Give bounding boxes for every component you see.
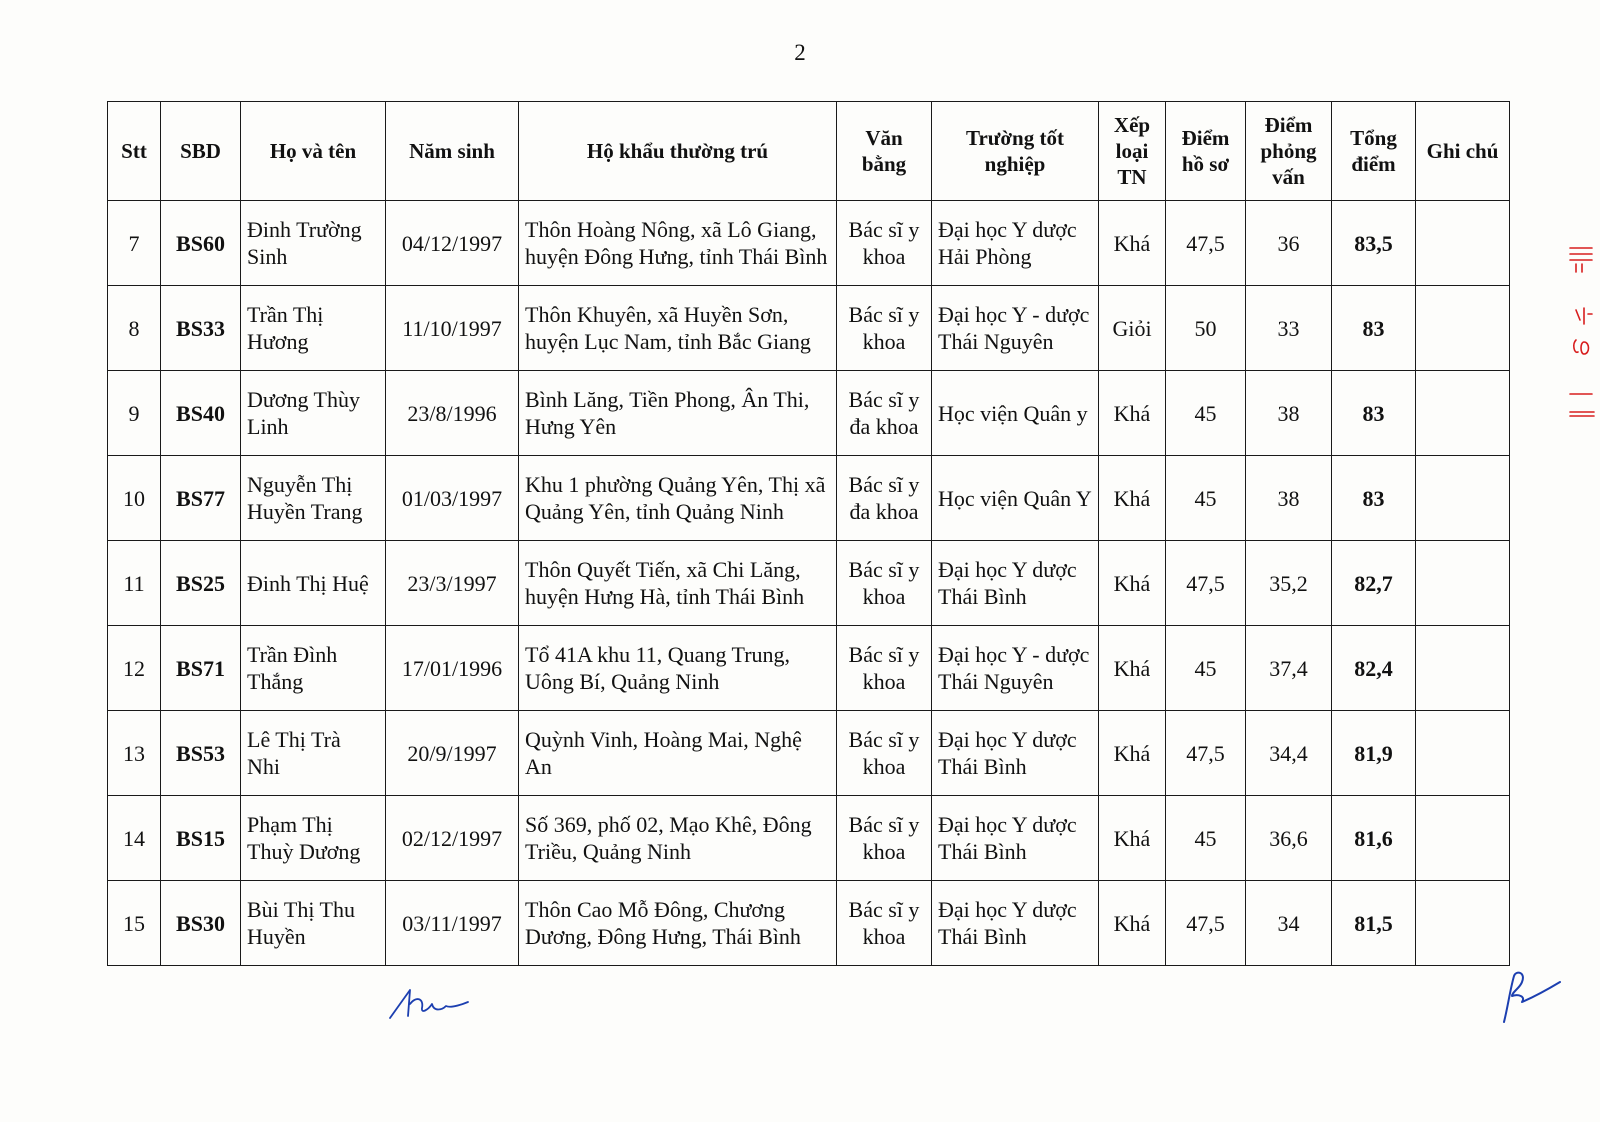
cell-birth: 02/12/1997 xyxy=(386,796,519,881)
header-rank: Xếp loại TN xyxy=(1099,102,1166,201)
header-interview-score: Điểm phỏng vấn xyxy=(1246,102,1332,201)
cell-birth: 23/8/1996 xyxy=(386,371,519,456)
cell-name: Lê Thị Trà Nhi xyxy=(241,711,386,796)
cell-name: Nguyễn Thị Huyền Trang xyxy=(241,456,386,541)
table-row xyxy=(108,881,1510,966)
cell-sbd: BS77 xyxy=(161,456,241,541)
table-row xyxy=(108,711,1510,796)
cell-note xyxy=(1416,541,1510,626)
cell-school: Đại học Y dược Thái Bình xyxy=(932,881,1099,966)
cell-degree: Bác sĩ y khoa xyxy=(837,881,932,966)
cell-birth: 23/3/1997 xyxy=(386,541,519,626)
header-total-score: Tổng điểm xyxy=(1332,102,1416,201)
cell-school: Đại học Y dược Hải Phòng xyxy=(932,201,1099,286)
cell-interview-score: 36 xyxy=(1246,201,1332,286)
cell-school: Đại học Y dược Thái Bình xyxy=(932,541,1099,626)
cell-note xyxy=(1416,286,1510,371)
cell-interview-score: 37,4 xyxy=(1246,626,1332,711)
cell-total-score: 83 xyxy=(1332,371,1416,456)
cell-total-score: 82,7 xyxy=(1332,541,1416,626)
cell-rank: Khá xyxy=(1099,626,1166,711)
cell-stt: 12 xyxy=(108,626,161,711)
table-row xyxy=(108,541,1510,626)
cell-name: Trần Thị Hương xyxy=(241,286,386,371)
cell-stt: 13 xyxy=(108,711,161,796)
cell-sbd: BS40 xyxy=(161,371,241,456)
cell-sbd: BS33 xyxy=(161,286,241,371)
cell-stt: 11 xyxy=(108,541,161,626)
header-degree: Văn bằng xyxy=(837,102,932,201)
table-row xyxy=(108,286,1510,371)
cell-address: Khu 1 phường Quảng Yên, Thị xã Quảng Yên, tỉnh Quảng Ninh xyxy=(519,456,837,541)
cell-total-score: 81,6 xyxy=(1332,796,1416,881)
cell-interview-score: 33 xyxy=(1246,286,1332,371)
cell-address: Số 369, phố 02, Mạo Khê, Đông Triều, Quảng Ninh xyxy=(519,796,837,881)
cell-rank: Giỏi xyxy=(1099,286,1166,371)
cell-total-score: 81,5 xyxy=(1332,881,1416,966)
cell-profile-score: 47,5 xyxy=(1166,711,1246,796)
cell-address: Thôn Hoàng Nông, xã Lô Giang, huyện Đông Hưng, tỉnh Thái Bình xyxy=(519,201,837,286)
cell-note xyxy=(1416,201,1510,286)
cell-degree: Bác sĩ y khoa xyxy=(837,286,932,371)
cell-note xyxy=(1416,711,1510,796)
cell-total-score: 82,4 xyxy=(1332,626,1416,711)
cell-degree: Bác sĩ y khoa xyxy=(837,711,932,796)
cell-interview-score: 35,2 xyxy=(1246,541,1332,626)
cell-total-score: 83 xyxy=(1332,456,1416,541)
cell-sbd: BS30 xyxy=(161,881,241,966)
cell-stt: 8 xyxy=(108,286,161,371)
cell-interview-score: 34 xyxy=(1246,881,1332,966)
cell-birth: 01/03/1997 xyxy=(386,456,519,541)
cell-stt: 10 xyxy=(108,456,161,541)
cell-school: Học viện Quân Y xyxy=(932,456,1099,541)
cell-degree: Bác sĩ y khoa xyxy=(837,796,932,881)
cell-rank: Khá xyxy=(1099,711,1166,796)
cell-note xyxy=(1416,456,1510,541)
cell-rank: Khá xyxy=(1099,796,1166,881)
cell-degree: Bác sĩ y khoa xyxy=(837,541,932,626)
cell-total-score: 81,9 xyxy=(1332,711,1416,796)
cell-stt: 15 xyxy=(108,881,161,966)
cell-sbd: BS15 xyxy=(161,796,241,881)
header-profile-score: Điểm hồ sơ xyxy=(1166,102,1246,201)
cell-interview-score: 36,6 xyxy=(1246,796,1332,881)
cell-sbd: BS60 xyxy=(161,201,241,286)
cell-name: Phạm Thị Thuỳ Dương xyxy=(241,796,386,881)
cell-name: Dương Thùy Linh xyxy=(241,371,386,456)
stamp-edge-marks xyxy=(1566,244,1596,434)
cell-note xyxy=(1416,881,1510,966)
header-birth-year: Năm sinh xyxy=(386,102,519,201)
cell-stt: 9 xyxy=(108,371,161,456)
header-row xyxy=(108,102,1510,201)
header-sbd: SBD xyxy=(161,102,241,201)
cell-interview-score: 38 xyxy=(1246,371,1332,456)
table-row xyxy=(108,201,1510,286)
cell-sbd: BS25 xyxy=(161,541,241,626)
cell-birth: 17/01/1996 xyxy=(386,626,519,711)
cell-address: Tổ 41A khu 11, Quang Trung, Uông Bí, Quảng Ninh xyxy=(519,626,837,711)
cell-stt: 14 xyxy=(108,796,161,881)
cell-stt: 7 xyxy=(108,201,161,286)
cell-profile-score: 47,5 xyxy=(1166,201,1246,286)
cell-profile-score: 50 xyxy=(1166,286,1246,371)
cell-sbd: BS71 xyxy=(161,626,241,711)
page-number: 2 xyxy=(794,40,806,65)
cell-name: Đinh Trường Sinh xyxy=(241,201,386,286)
cell-profile-score: 45 xyxy=(1166,796,1246,881)
table-row xyxy=(108,626,1510,711)
cell-school: Đại học Y dược Thái Bình xyxy=(932,796,1099,881)
cell-name: Bùi Thị Thu Huyền xyxy=(241,881,386,966)
header-address: Hộ khẩu thường trú xyxy=(519,102,837,201)
cell-rank: Khá xyxy=(1099,371,1166,456)
table-row xyxy=(108,456,1510,541)
table-row xyxy=(108,371,1510,456)
cell-degree: Bác sĩ y đa khoa xyxy=(837,456,932,541)
cell-address: Thôn Cao Mỗ Đông, Chương Dương, Đông Hưng, Thái Bình xyxy=(519,881,837,966)
cell-profile-score: 45 xyxy=(1166,456,1246,541)
cell-school: Đại học Y - dược Thái Nguyên xyxy=(932,626,1099,711)
cell-name: Đinh Thị Huệ xyxy=(241,541,386,626)
cell-profile-score: 45 xyxy=(1166,371,1246,456)
cell-school: Học viện Quân y xyxy=(932,371,1099,456)
cell-birth: 03/11/1997 xyxy=(386,881,519,966)
cell-address: Thôn Khuyên, xã Huyền Sơn, huyện Lục Nam, tỉnh Bắc Giang xyxy=(519,286,837,371)
header-name: Họ và tên xyxy=(241,102,386,201)
cell-birth: 20/9/1997 xyxy=(386,711,519,796)
table-row xyxy=(108,796,1510,881)
header-school: Trường tốt nghiệp xyxy=(932,102,1099,201)
cell-rank: Khá xyxy=(1099,541,1166,626)
signature-initial-right xyxy=(1496,966,1566,1026)
table-body xyxy=(108,201,1510,966)
cell-degree: Bác sĩ y đa khoa xyxy=(837,371,932,456)
cell-profile-score: 47,5 xyxy=(1166,541,1246,626)
cell-note xyxy=(1416,796,1510,881)
cell-address: Thôn Quyết Tiến, xã Chi Lăng, huyện Hưng Hà, tỉnh Thái Bình xyxy=(519,541,837,626)
cell-interview-score: 34,4 xyxy=(1246,711,1332,796)
cell-rank: Khá xyxy=(1099,456,1166,541)
header-note: Ghi chú xyxy=(1416,102,1510,201)
cell-profile-score: 45 xyxy=(1166,626,1246,711)
cell-name: Trần Đình Thắng xyxy=(241,626,386,711)
cell-birth: 11/10/1997 xyxy=(386,286,519,371)
cell-note xyxy=(1416,626,1510,711)
cell-address: Quỳnh Vinh, Hoàng Mai, Nghệ An xyxy=(519,711,837,796)
cell-rank: Khá xyxy=(1099,201,1166,286)
cell-total-score: 83,5 xyxy=(1332,201,1416,286)
cell-school: Đại học Y - dược Thái Nguyên xyxy=(932,286,1099,371)
cell-sbd: BS53 xyxy=(161,711,241,796)
cell-total-score: 83 xyxy=(1332,286,1416,371)
cell-note xyxy=(1416,371,1510,456)
cell-school: Đại học Y dược Thái Bình xyxy=(932,711,1099,796)
signature-initial-left xyxy=(388,986,478,1022)
cell-profile-score: 47,5 xyxy=(1166,881,1246,966)
cell-degree: Bác sĩ y khoa xyxy=(837,201,932,286)
cell-interview-score: 38 xyxy=(1246,456,1332,541)
cell-birth: 04/12/1997 xyxy=(386,201,519,286)
cell-rank: Khá xyxy=(1099,881,1166,966)
candidate-table xyxy=(107,101,1510,966)
header-stt: Stt xyxy=(108,102,161,201)
cell-address: Bình Lăng, Tiền Phong, Ân Thi, Hưng Yên xyxy=(519,371,837,456)
cell-degree: Bác sĩ y khoa xyxy=(837,626,932,711)
